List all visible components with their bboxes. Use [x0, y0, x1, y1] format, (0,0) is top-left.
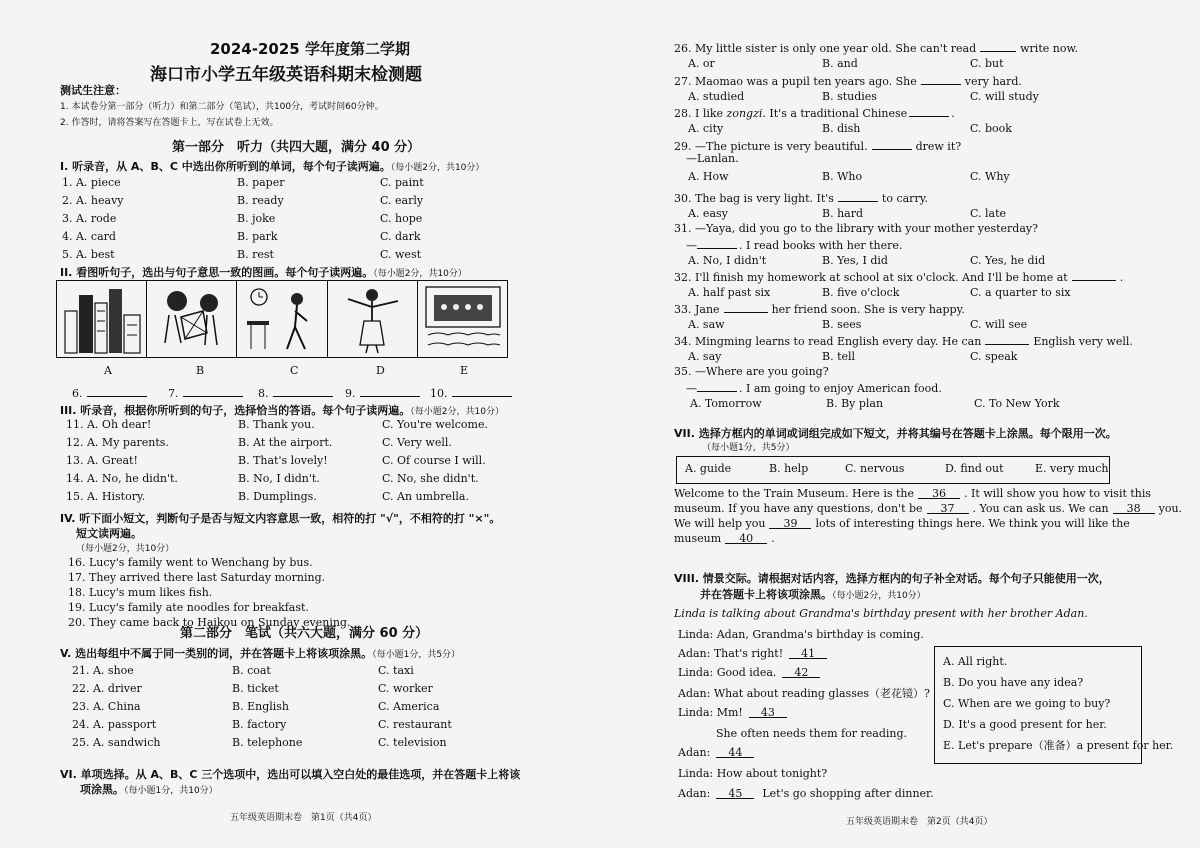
- question-text: drew it?: [915, 140, 962, 153]
- passage-line: [674, 487, 1151, 501]
- choice-option: B. Yes, I did: [822, 254, 888, 267]
- choice-option: C. Yes, he did: [970, 254, 1046, 267]
- word-option: B. help: [769, 462, 809, 475]
- answer-line: [360, 385, 420, 397]
- section-3-option: 11. A. Oh dear!: [66, 418, 152, 431]
- picture-b: [147, 281, 237, 357]
- dialog-line: [678, 687, 930, 701]
- answer-number: 8.: [258, 387, 269, 400]
- dialog-text: She often needs them for reading.: [716, 727, 908, 740]
- section-3-option: B. No, I didn't.: [238, 472, 320, 485]
- section-7-heading: VII. 选择方框内的单词或词组完成如下短文，并将其编号在答题卡上涂黑。每个限用一次。: [674, 427, 1117, 440]
- choice-option: C. will study: [970, 90, 1039, 103]
- answer-number: 6.: [72, 387, 83, 400]
- choice-option: B. and: [822, 57, 858, 70]
- word-bank-box: [676, 456, 1110, 484]
- section-1-option: C. west: [380, 248, 422, 261]
- dialog-line: [678, 706, 787, 720]
- choice-option: B. hard: [822, 207, 864, 220]
- dialog-line: [716, 727, 907, 741]
- section-5-option: C. television: [378, 736, 447, 749]
- passage-blank-number: 39: [769, 517, 811, 529]
- section-1-option: C. paint: [380, 176, 424, 189]
- section-1-option: C. hope: [380, 212, 423, 225]
- section-4-heading: IV. 听下面小短文，判断句子是否与短文内容意思一致，相符的打 "√"，不相符的打 "×"。: [60, 512, 501, 525]
- question-text: —: [686, 382, 697, 395]
- page-1-footer: 五年级英语期末卷 第1页（共4页）: [230, 813, 377, 823]
- picture-e: [418, 281, 507, 357]
- dancing-woman-icon: [328, 281, 418, 357]
- passage-text: lots of interesting things here. We think you will like the: [815, 517, 1130, 530]
- dialog-text: Adan: That's right!: [678, 647, 784, 660]
- question-blank: [838, 190, 878, 202]
- section-5-option: 21. A. shoe: [72, 664, 134, 677]
- statement-item: 19. Lucy's family ate noodles for breakfast.: [68, 601, 309, 614]
- section-3-option: 14. A. No, he didn't.: [66, 472, 178, 485]
- choice-option: C. To New York: [974, 397, 1060, 410]
- question-text: . I read books with her there.: [739, 239, 903, 252]
- section-3-option: 15. A. History.: [66, 490, 146, 503]
- answer-line: [87, 385, 147, 397]
- dialog-blank-number: 45: [716, 787, 754, 799]
- sentence-option: B. Do you have any idea?: [943, 676, 1084, 689]
- dialog-line: [678, 767, 827, 781]
- statement-item: 18. Lucy's mum likes fish.: [68, 586, 213, 599]
- section-3-heading: III. 听录音，根据你所听到的句子，选择恰当的答语。每个句子读两遍。（每小题2分，共10分）: [60, 404, 504, 417]
- dialog-text: Adan:: [678, 787, 711, 800]
- exam-main-title: 海口市小学五年级英语科期末检测题: [150, 65, 422, 85]
- passage-blank-number: 38: [1113, 502, 1155, 514]
- choice-option: A. city: [688, 122, 724, 135]
- question-stem: [686, 237, 902, 253]
- section-3-option: C. Very well.: [382, 436, 452, 449]
- section-3-option: C. You're welcome.: [382, 418, 488, 431]
- answer-line: [273, 385, 333, 397]
- question-text: . I am going to enjoy American food.: [739, 382, 942, 395]
- choice-option: B. sees: [822, 318, 862, 331]
- choice-option: C. a quarter to six: [970, 286, 1071, 299]
- choice-option: B. five o'clock: [822, 286, 900, 299]
- question-stem: [686, 380, 942, 396]
- section-1-option: 1. A. piece: [62, 176, 121, 189]
- question-text: . It's a traditional Chinese: [762, 107, 908, 120]
- passage-blank-number: 37: [927, 502, 969, 514]
- dialog-line: [678, 787, 934, 801]
- dialog-text: Let's go shopping after dinner.: [762, 787, 934, 800]
- statement-item: 20. They came back to Haikou on Sunday evening.: [68, 616, 351, 629]
- section-5-option: C. taxi: [378, 664, 414, 677]
- question-keyword: zongzi: [726, 107, 763, 120]
- passage-text: . It will show you how to visit this: [964, 487, 1152, 500]
- section-5-option: B. coat: [232, 664, 271, 677]
- passage-line: [674, 502, 1182, 516]
- dialog-text: Adan:: [678, 746, 711, 759]
- sentence-option: A. All right.: [943, 655, 1008, 668]
- picture-label: B: [196, 364, 205, 377]
- question-stem: [674, 105, 955, 121]
- answer-number: 9.: [345, 387, 356, 400]
- section-5-option: B. telephone: [232, 736, 303, 749]
- question-blank: [921, 73, 961, 85]
- choice-option: B. dish: [822, 122, 861, 135]
- answer-blank: [430, 385, 512, 401]
- question-blank: [985, 333, 1029, 345]
- question-text: write now.: [1020, 42, 1079, 55]
- dialog-blank-number: 42: [782, 666, 820, 678]
- section-2-heading: II. 看图听句子，选出与句子意思一致的图画。每个句子读两遍。（每小题2分，共10分）: [60, 266, 467, 279]
- sentence-option: C. When are we going to buy?: [943, 697, 1111, 710]
- question-blank: [697, 237, 737, 249]
- section-5-option: C. America: [378, 700, 440, 713]
- question-text: 28. I like: [674, 107, 727, 120]
- section-5-option: B. factory: [232, 718, 287, 731]
- question-line: 31. —Yaya, did you go to the library with your mother yesterday?: [674, 222, 1039, 235]
- dialog-text: Linda: How about tonight?: [678, 767, 828, 780]
- section-5-option: C. restaurant: [378, 718, 452, 731]
- passage-line: [674, 517, 1130, 531]
- dialog-text: Linda: Mm!: [678, 706, 743, 719]
- question-stem: [674, 40, 1078, 56]
- question-text: 29. —The picture is very beautiful.: [674, 140, 868, 153]
- answer-number: 7.: [168, 387, 179, 400]
- section-4-heading-line2: 短文读两遍。: [76, 527, 142, 540]
- dialog-text: Adan: What about reading glasses（老花镜）?: [678, 687, 930, 700]
- question-line: 35. —Where are you going?: [674, 365, 829, 378]
- section-5-option: B. English: [232, 700, 289, 713]
- answer-line: [183, 385, 243, 397]
- office-clock-icon: [237, 281, 327, 357]
- passage-text: you.: [1158, 502, 1183, 515]
- section-1-option: C. early: [380, 194, 424, 207]
- section-5-option: 24. A. passport: [72, 718, 157, 731]
- answer-blank: [168, 385, 243, 401]
- choice-option: C. but: [970, 57, 1004, 70]
- question-text: English very well.: [1033, 335, 1133, 348]
- question-stem: [674, 190, 928, 206]
- dialog-blank-number: 44: [716, 746, 754, 758]
- choice-option: B. Who: [822, 170, 863, 183]
- question-text: .: [1119, 271, 1124, 284]
- sentence-options-box: [934, 646, 1174, 764]
- notice-2: 2. 作答时，请将答案写在答题卡上，写在试卷上无效。: [60, 118, 279, 128]
- choice-option: A. or: [688, 57, 715, 70]
- picture-label: C: [290, 364, 299, 377]
- page-2-footer: 五年级英语期末卷 第2页（共4页）: [846, 817, 993, 827]
- picture-a: [57, 281, 147, 357]
- dialog-blank-number: 41: [789, 647, 827, 659]
- notice-1: 1. 本试卷分第一部分（听力）和第二部分（笔试），共100分，考试时间60分钟。: [60, 102, 384, 112]
- section-5-option: 25. A. sandwich: [72, 736, 161, 749]
- choice-option: A. half past six: [688, 286, 771, 299]
- section-1-option: B. joke: [237, 212, 276, 225]
- dialog-text: Linda: Adan, Grandma's birthday is coming.: [678, 628, 924, 641]
- section-3-option: B. At the airport.: [238, 436, 333, 449]
- passage-text: Welcome to the Train Museum. Here is the: [674, 487, 915, 500]
- section-6-heading-line2: 项涂黑。（每小题1分，共10分）: [80, 783, 218, 796]
- choice-option: B. studies: [822, 90, 877, 103]
- choice-option: A. say: [688, 350, 722, 363]
- section-3-option: C. Of course I will.: [382, 454, 486, 467]
- dialog-blank-number: 43: [749, 706, 787, 718]
- picture-d: [328, 281, 418, 357]
- choice-option: C. late: [970, 207, 1007, 220]
- exam-year-title: 2024-2025 学年度第二学期: [210, 40, 410, 58]
- choice-option: A. easy: [688, 207, 728, 220]
- passage-text: museum: [674, 532, 722, 545]
- picture-label: A: [104, 364, 112, 377]
- section-1-option: B. rest: [237, 248, 274, 261]
- section-1-option: 4. A. card: [62, 230, 116, 243]
- choice-option: A. How: [688, 170, 729, 183]
- question-blank: [909, 105, 949, 117]
- question-text: 34. Mingming learns to read English every day. He can: [674, 335, 982, 348]
- question-text: 27. Maomao was a pupil ten years ago. She: [674, 75, 917, 88]
- question-text: very hard.: [964, 75, 1022, 88]
- choice-option: A. saw: [688, 318, 725, 331]
- section-5-heading: V. 选出每组中不属于同一类别的词，并在答题卡上将该项涂黑。（每小题1分，共5分）: [60, 647, 461, 660]
- passage-text: .: [771, 532, 775, 545]
- word-option: D. find out: [945, 462, 1004, 475]
- question-line: —Lanlan.: [686, 152, 739, 165]
- passage-text: . You can ask us. We can: [972, 502, 1109, 515]
- passage-blank-number: 36: [918, 487, 960, 499]
- section-3-option: B. That's lovely!: [238, 454, 328, 467]
- section-3-option: B. Dumplings.: [238, 490, 317, 503]
- section-3-option: B. Thank you.: [238, 418, 315, 431]
- picture-label: E: [460, 364, 469, 377]
- choice-option: A. No, I didn't: [688, 254, 767, 267]
- question-blank: [724, 301, 768, 313]
- answer-number: 10.: [430, 387, 448, 400]
- children-kite-icon: [147, 281, 237, 357]
- passage-text: We will help you: [674, 517, 766, 530]
- question-blank: [872, 138, 912, 150]
- question-blank: [697, 380, 737, 392]
- section-5-option: B. ticket: [232, 682, 279, 695]
- choice-option: C. book: [970, 122, 1012, 135]
- question-text: 26. My little sister is only one year old. She can't read: [674, 42, 977, 55]
- question-text: her friend soon. She is very happy.: [771, 303, 965, 316]
- choice-option: A. Tomorrow: [690, 397, 762, 410]
- dialog-intro: Linda is talking about Grandma's birthday present with her brother Adan.: [674, 607, 1088, 620]
- answer-blank: [258, 385, 333, 401]
- choice-option: C. Why: [970, 170, 1010, 183]
- dialog-line: [678, 647, 827, 661]
- sentence-option: D. It's a good present for her.: [943, 718, 1107, 731]
- answer-blank: [72, 385, 147, 401]
- section-3-option: 13. A. Great!: [66, 454, 138, 467]
- question-text: —: [686, 239, 697, 252]
- section-3-option: C. No, she didn't.: [382, 472, 479, 485]
- section-5-option: 22. A. driver: [72, 682, 142, 695]
- statement-item: 17. They arrived there last Saturday morning.: [68, 571, 326, 584]
- passage-text: museum. If you have any questions, don't be: [674, 502, 923, 515]
- choice-option: C. will see: [970, 318, 1028, 331]
- section-1-option: 5. A. best: [62, 248, 115, 261]
- word-option: A. guide: [685, 462, 732, 475]
- section-3-option: 12. A. My parents.: [66, 436, 169, 449]
- question-text: 30. The bag is very light. It's: [674, 192, 834, 205]
- section-1-option: 3. A. rode: [62, 212, 117, 225]
- question-blank: [980, 40, 1016, 52]
- question-stem: [674, 73, 1022, 89]
- dialog-text: Linda: Good idea.: [678, 666, 777, 679]
- section-1-option: B. ready: [237, 194, 284, 207]
- question-text: .: [951, 107, 955, 120]
- question-text: 33. Jane: [674, 303, 720, 316]
- question-stem: [674, 269, 1123, 285]
- notice-heading: 测试生注意：: [60, 84, 126, 97]
- passage-line: [674, 532, 775, 546]
- choice-option: B. By plan: [826, 397, 884, 410]
- section-4-note: （每小题2分，共10分）: [76, 544, 175, 554]
- section-1-option: C. dark: [380, 230, 421, 243]
- question-stem: [674, 333, 1133, 349]
- choice-option: C. speak: [970, 350, 1018, 363]
- dialog-line: [678, 666, 820, 680]
- section-8-heading: VIII. 情景交际。请根据对话内容，选择方框内的句子补全对话。每个句子只能使用一次，: [674, 572, 1110, 585]
- part-2-heading: 第二部分 笔试（共六大题，满分 60 分）: [180, 626, 429, 641]
- passage-blank-number: 40: [725, 532, 767, 544]
- section-1-option: 2. A. heavy: [62, 194, 124, 207]
- picture-label: D: [376, 364, 385, 377]
- picture-c: [237, 281, 327, 357]
- theater-stage-icon: [418, 281, 507, 357]
- section-1-option: B. park: [237, 230, 278, 243]
- question-text: to carry.: [881, 192, 928, 205]
- page-2: [612, 0, 1200, 848]
- word-option: C. nervous: [845, 462, 905, 475]
- city-buildings-icon: [57, 281, 147, 357]
- section-3-option: C. An umbrella.: [382, 490, 469, 503]
- section-5-option: C. worker: [378, 682, 433, 695]
- question-blank: [1072, 269, 1116, 281]
- answer-line: [452, 385, 512, 397]
- section-5-option: 23. A. China: [72, 700, 141, 713]
- question-text: 32. I'll finish my homework at school at six o'clock. And I'll be home at: [674, 271, 1068, 284]
- picture-strip: [56, 280, 508, 358]
- word-option: E. very much: [1035, 462, 1109, 475]
- answer-blank: [345, 385, 420, 401]
- part-1-heading: 第一部分 听力（共四大题，满分 40 分）: [172, 140, 421, 155]
- section-1-heading: I. 听录音，从 A、B、C 中选出你所听到的单词，每个句子读两遍。（每小题2分，共10分）: [60, 160, 485, 173]
- choice-option: B. tell: [822, 350, 856, 363]
- section-7-note: （每小题1分，共5分）: [702, 443, 795, 453]
- dialog-line: [678, 746, 754, 760]
- question-stem: [674, 301, 965, 317]
- section-6-heading: VI. 单项选择。从 A、B、C 三个选项中，选出可以填入空白处的最佳选项，并在答题卡上将该: [60, 768, 521, 781]
- sentence-option: E. Let's prepare（准备）a present for her.: [943, 739, 1174, 752]
- section-1-option: B. paper: [237, 176, 285, 189]
- statement-item: 16. Lucy's family went to Wenchang by bus.: [68, 556, 313, 569]
- dialog-line: [678, 628, 924, 642]
- choice-option: A. studied: [688, 90, 745, 103]
- section-8-heading-line2: 并在答题卡上将该项涂黑。（每小题2分，共10分）: [700, 588, 926, 601]
